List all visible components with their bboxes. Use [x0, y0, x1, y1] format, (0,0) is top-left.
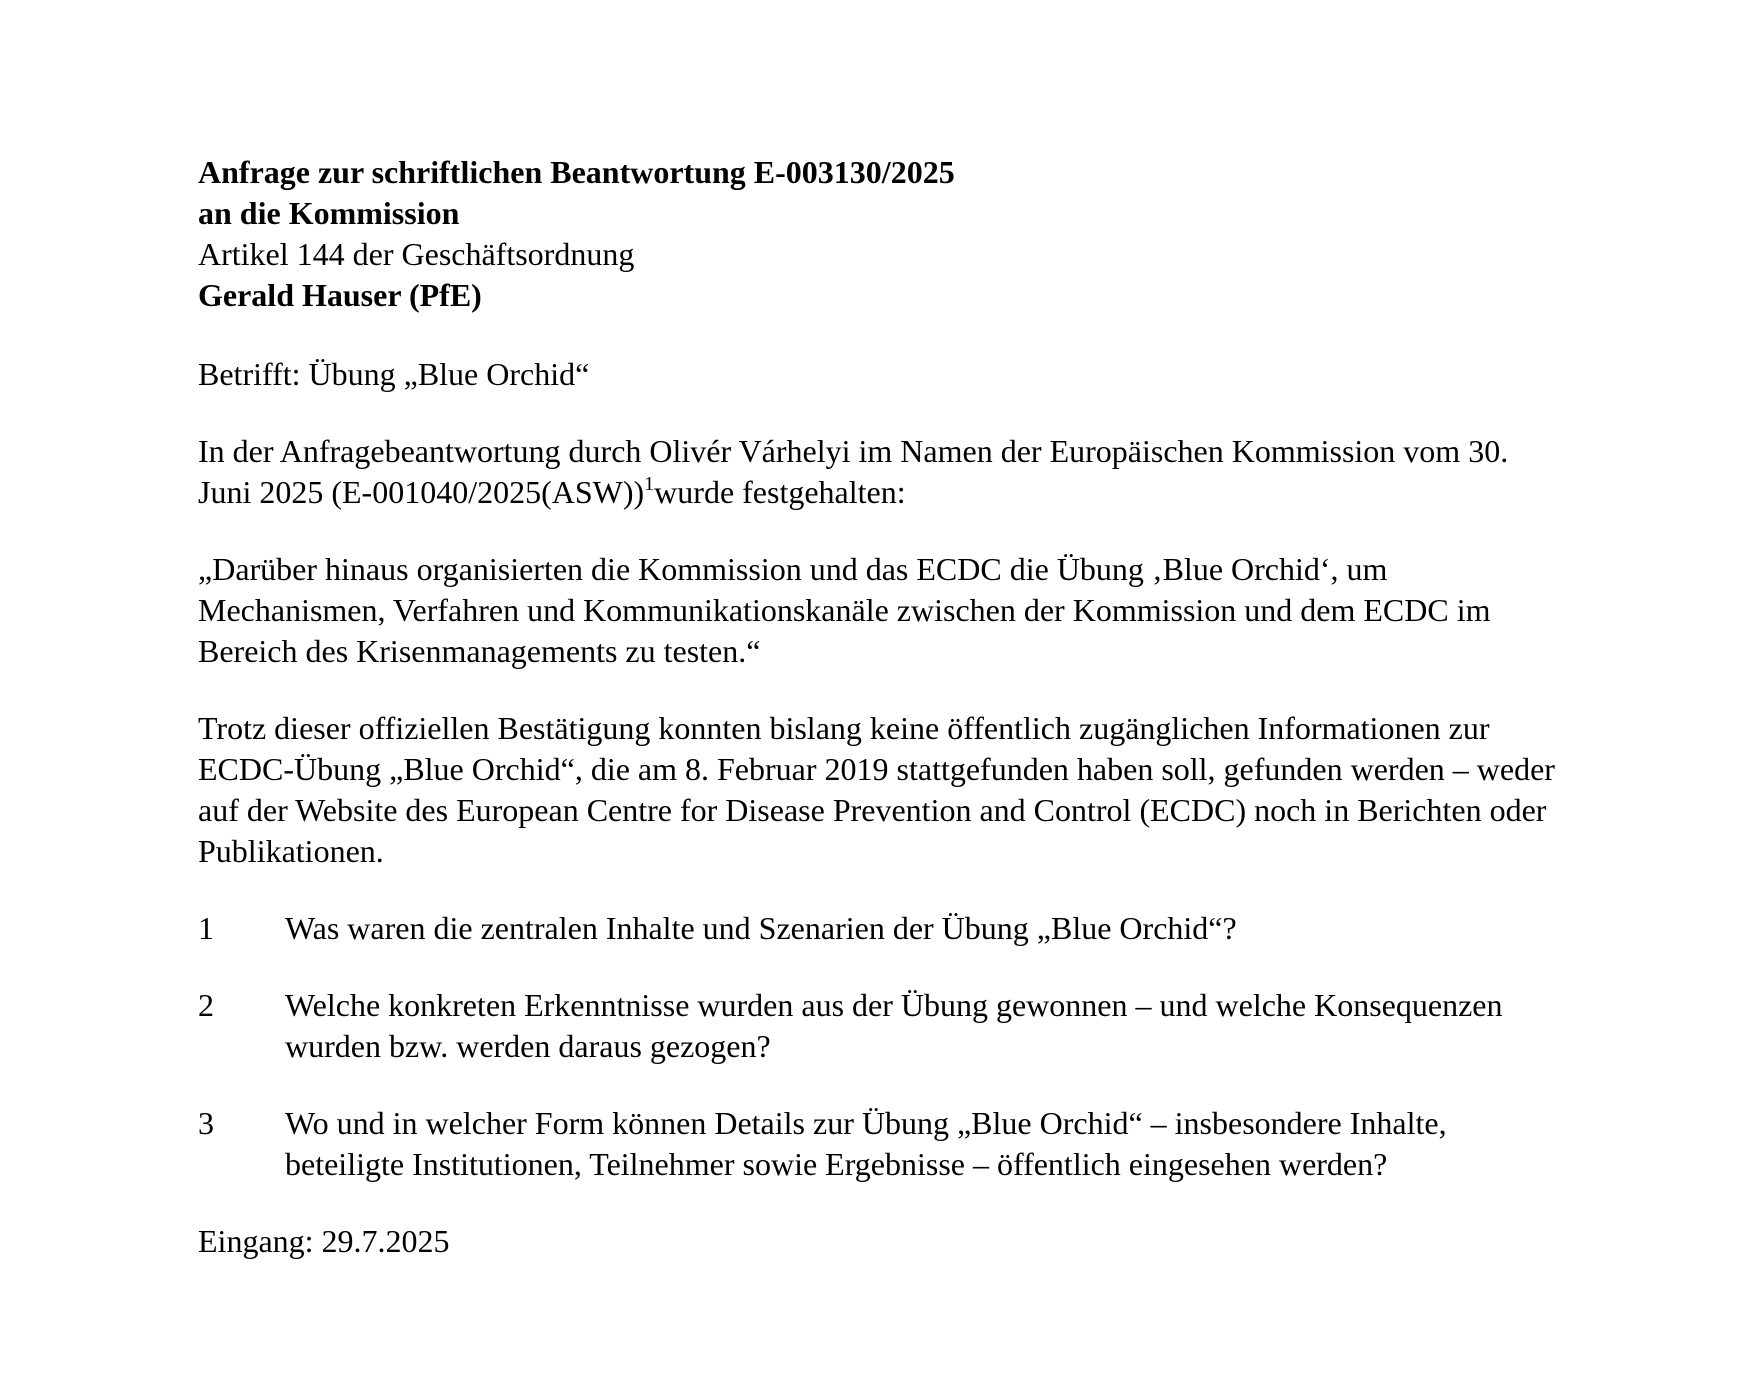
question-list [198, 908, 1568, 1185]
question-number: 3 [198, 1105, 214, 1141]
document-header [198, 152, 1568, 316]
question-item [198, 908, 1568, 949]
intro-text-end: wurde festgehalten: [654, 474, 906, 510]
received-date: Eingang: 29.7.2025 [198, 1223, 450, 1259]
rule-reference: Artikel 144 der Geschäftsordnung [198, 236, 635, 272]
question-text: Wo und in welcher Form können Details zur Übung „Blue Orchid“ – insbesondere Inhalte, beteiligte Institutionen, Teilnehmer sowie Ergebnisse – öffentlich eingesehen werden? [285, 1105, 1447, 1182]
intro-paragraph [198, 431, 1568, 513]
question-item [198, 1103, 1568, 1185]
document-page [198, 152, 1568, 1262]
author: Gerald Hauser (PfE) [198, 277, 482, 313]
question-text: Welche konkreten Erkenntnisse wurden aus der Übung gewonnen – und welche Konsequenzen wurden bzw. werden daraus gezogen? [285, 987, 1503, 1064]
quote-paragraph: „Darüber hinaus organisierten die Kommission und das ECDC die Übung ‚Blue Orchid‘, um Mechanismen, Verfahren und Kommunikationskanäle zwischen der Kommission und dem ECDC im Bereich des Krisenmanagements zu testen.“ [198, 551, 1491, 669]
intro-text: In der Anfragebeantwortung durch Olivér Várhelyi im Namen der Europäischen Kommission vom 30. Juni 2025 (E-001040/2025(ASW)) [198, 433, 1509, 510]
document-title: Anfrage zur schriftlichen Beantwortung E-003130/2025 [198, 154, 955, 190]
question-item [198, 985, 1568, 1067]
question-number: 2 [198, 987, 214, 1023]
question-number: 1 [198, 910, 214, 946]
context-paragraph: Trotz dieser offiziellen Bestätigung konnten bislang keine öffentlich zugänglichen Informationen zur ECDC-Übung „Blue Orchid“, die am 8. Februar 2019 stattgefunden haben soll, gefunden werden – weder auf der Website des European Centre for Disease Prevention and Control (ECDC) noch in Berichten oder Publikationen. [198, 710, 1555, 869]
question-text: Was waren die zentralen Inhalte und Szenarien der Übung „Blue Orchid“? [285, 910, 1237, 946]
addressee: an die Kommission [198, 195, 460, 231]
footnote-reference: 1 [644, 473, 655, 495]
subject-line: Betrifft: Übung „Blue Orchid“ [198, 356, 590, 392]
